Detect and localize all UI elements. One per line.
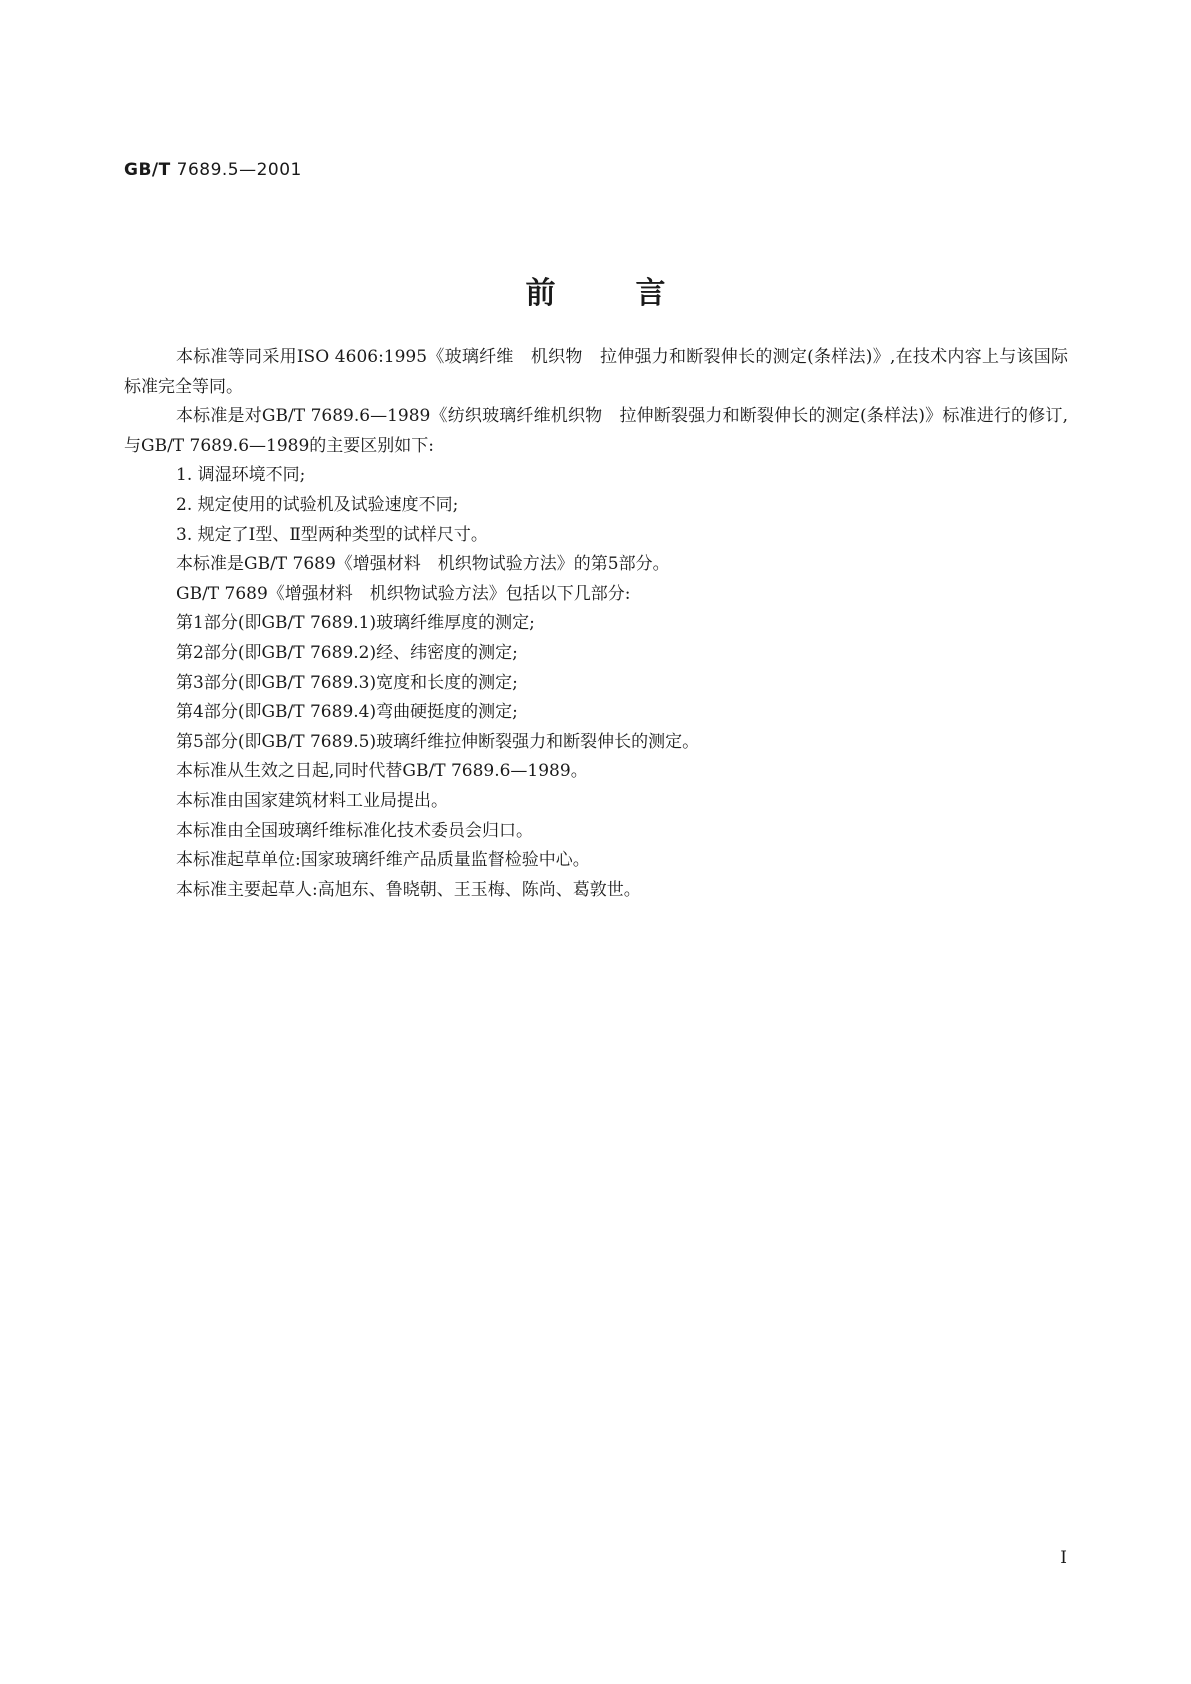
paragraph-adoption: 本标准等同采用ISO 4606:1995《玻璃纤维 机织物 拉伸强力和断裂伸长的测定(条样法)》,在技术内容上与该国际标准完全等同。 [124,347,1068,397]
paragraph-drafting-unit: 本标准起草单位:国家玻璃纤维产品质量监督检验中心。 [176,850,590,871]
paragraph-committee: 本标准由全国玻璃纤维标准化技术委员会归口。 [176,820,533,841]
paragraph-revision: 本标准是对GB/T 7689.6—1989《纺织玻璃纤维机织物 拉伸断裂强力和断裂伸长的测定(条样法)》标准进行的修订,与GB/T 7689.6—1989的主要区别如下: [124,406,1068,456]
list-item-difference-1: 1. 调湿环境不同; [176,465,306,486]
page-number: I [1060,1548,1067,1568]
standard-code: 7689.5—2001 [170,160,302,180]
paragraph-drafters: 本标准主要起草人:高旭东、鲁晓朝、王玉梅、陈尚、葛敦世。 [176,879,641,900]
page-title: 前言 [525,276,746,311]
paragraph-part-statement: 本标准是GB/T 7689《增强材料 机织物试验方法》的第5部分。 [176,554,670,575]
list-item-difference-3: 3. 规定了Ⅰ型、Ⅱ型两种类型的试样尺寸。 [176,524,488,545]
list-item-part-3: 第3部分(即GB/T 7689.3)宽度和长度的测定; [176,672,518,693]
paragraph-replacement: 本标准从生效之日起,同时代替GB/T 7689.6—1989。 [176,761,588,782]
list-item-part-5: 第5部分(即GB/T 7689.5)玻璃纤维拉伸断裂强力和断裂伸长的测定。 [176,731,700,752]
list-item-part-1: 第1部分(即GB/T 7689.1)玻璃纤维厚度的测定; [176,613,535,634]
paragraph-proposer: 本标准由国家建筑材料工业局提出。 [176,790,448,811]
standard-number [124,160,302,180]
list-item-part-2: 第2部分(即GB/T 7689.2)经、纬密度的测定; [176,642,518,663]
paragraph-parts-intro: GB/T 7689《增强材料 机织物试验方法》包括以下几部分: [176,583,631,604]
standard-prefix: GB/T [124,160,171,180]
list-item-part-4: 第4部分(即GB/T 7689.4)弯曲硬挺度的测定; [176,702,518,723]
list-item-difference-2: 2. 规定使用的试验机及试验速度不同; [176,494,459,515]
foreword-body [124,343,1068,905]
